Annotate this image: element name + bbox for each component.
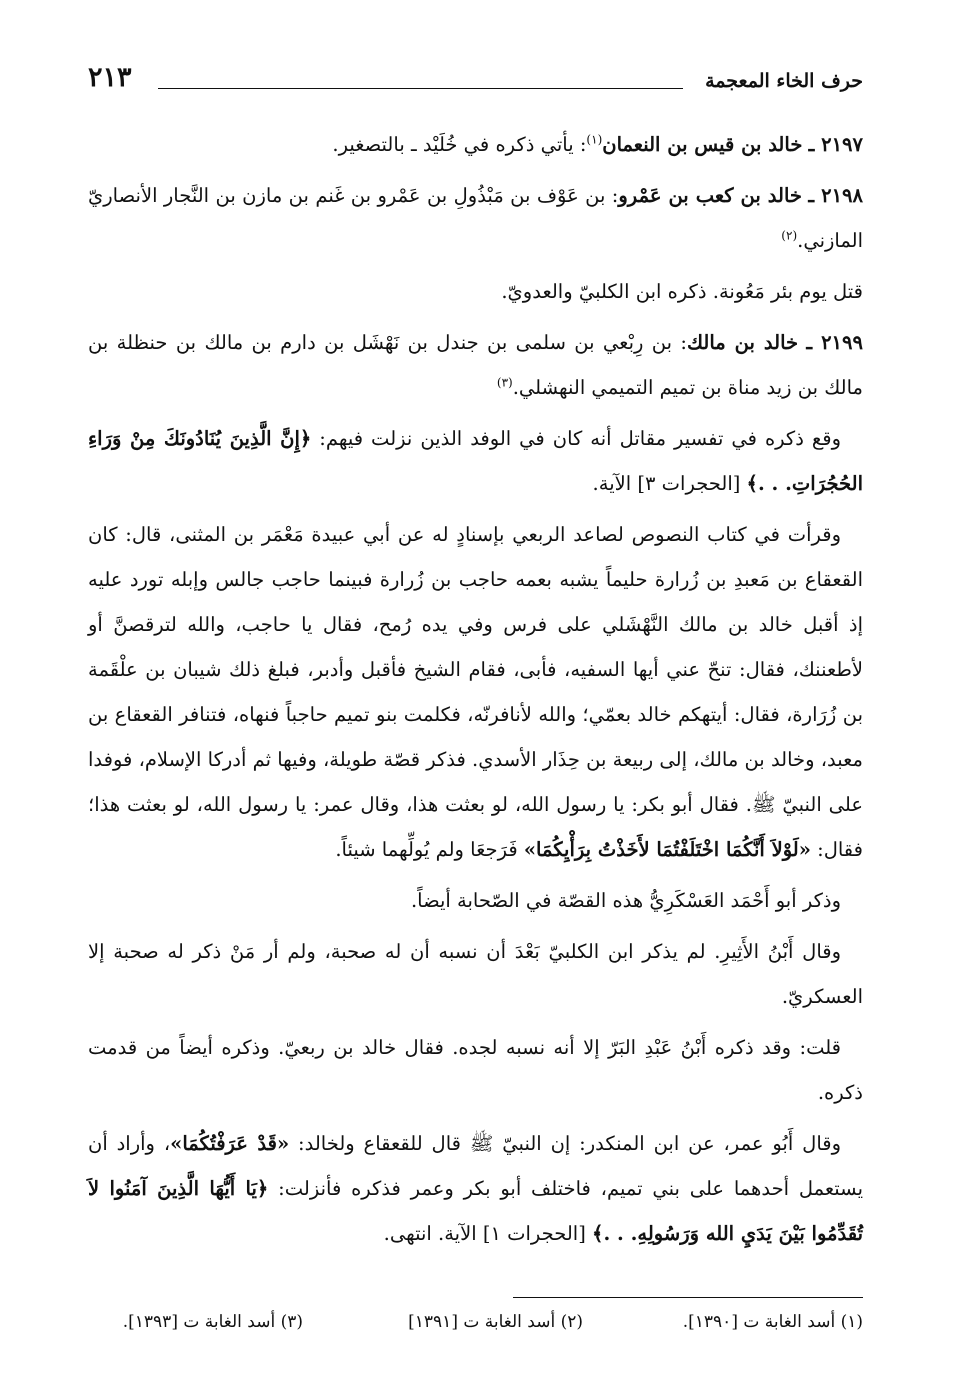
footnotes	[88, 1312, 863, 1342]
paragraph-text: وذكر أبو أَحْمَد العَسْكَرِيُّ هذه القصّة في الصّحابة أيضاً.	[410, 889, 841, 912]
entry-name: خالد بن مالك	[686, 331, 799, 354]
entry-2197	[88, 122, 863, 167]
footnote-3: (٣) أسد الغابة ت [١٣٩٣].	[122, 1312, 303, 1332]
entry-text: قتل يوم بئر مَعُونة. ذكره ابن الكلبيّ والعدويّ.	[501, 280, 863, 303]
entry-2198	[88, 173, 863, 263]
paragraph-text: وقع ذكره في تفسير مقاتل أنه كان في الوفد الذين نزلت فيهم:	[311, 427, 841, 450]
entry-number: ٢١٩٧ ـ	[808, 133, 863, 156]
running-title: حرف الخاء المعجمة	[705, 70, 863, 92]
entry-text: : يأتي ذكره في خُلَيْد ـ بالتصغير.	[332, 133, 587, 156]
paragraph-abu-umar	[88, 1121, 863, 1256]
paragraph-text: وقال أَبْنُ الأَثِيرِ. لم يذكر ابن الكلبيّ بَعْدَ أن نسبه أن له صحبة، ولم أر مَنْ ذكر له صحبة إلا العسكريّ.	[88, 940, 863, 1008]
hadith-quote: «قَدْ عَرَفْتُكُمَا»	[170, 1132, 290, 1155]
paragraph-text: [الحجرات ٣] الآية.	[592, 472, 747, 495]
footnote-ref: (٢)	[781, 228, 798, 243]
paragraph-text: قلت: وقد ذكره أَبْنُ عَبْدِ البَرّ إلا أنه نسبه لجده. فقال خالد بن ربعيّ. وذكره أيضاً من قدمت ذكره.	[88, 1036, 863, 1104]
entry-text: : بن رِبْعي بن سلمى بن جندل بن نَهْشَل بن دارم بن مالك بن حنظلة بن مالك بن زيد مناة بن تميم التميمي النهشلي.	[88, 331, 863, 399]
hadith-quote: «لَوْلاَ أَنَّكُمَا اخْتَلَفْتُمَا لأَخَذْتُ بِرَأْيِكُمَا»	[523, 838, 811, 861]
entry-number: ٢١٩٨ ـ	[808, 184, 863, 207]
paragraph-text: فَرَجعَا ولم يُولِّهما شيئاً.	[335, 838, 524, 861]
entry-2199	[88, 320, 863, 410]
paragraph-text: وقرأت في كتاب النصوص لصاعد الربعي بإسنادٍ له عن أبي عبيدة مَعْمَر بن المثنى، قال: كان القعقاع بن مَعبدِ بن زُرارة حليماً يشبه بعمه حاجب بن زُرارة فبينما حاجب جالس وإبله تورد عليه إذ أقبل خالد بن مالك النَّهْشَلي على فرس وفي يده رُمح، فقال يا حاجب، والله لترقصنَّ أو لأطعننك، فقال: تنحّ عني أيها السفيه، فأبى، فقام الشيخ فأقبل وأدبر، فبلغ ذلك شيبان بن علْقَمة بن زُرَارة، فقال: أيتهكم خالد بعمّي؛ والله لأنافرنّه، فكلمت بنو تميم حاجباً فنهاه، فتنافر القعقاع بن معبد، وخالد بن مالك، إلى ربيعة بن حِذَار الأسدي. فذكر قصّة طويلة، وفيها ثم أدركا الإسلام، فوفدا على النبيّ ﷺ. فقال أبو بكر: يا رسول الله، لو بعثت هذا، وقال عمر: يا رسول الله، لو بعثت هذا؛ فقال:	[88, 523, 864, 861]
paragraph-tafsir	[88, 416, 863, 506]
header-rule	[158, 88, 683, 89]
footnote-ref: (١)	[586, 132, 603, 147]
entry-2198-note	[88, 269, 863, 314]
paragraph-text: وقال أَبُو عمر، عن ابن المنكدر: إن النبيّ ﷺ قال للقعقاع ولخالد:	[289, 1132, 842, 1155]
footnote-1: (١) أسد الغابة ت [١٣٩٠].	[682, 1312, 863, 1332]
quran-verse: ﴿إِنَّ الَّذِينَ يُنَادُونَكَ مِنْ وَرَاءِ الحُجُرَاتِ. . .﴾	[88, 427, 863, 495]
entry-number: ٢١٩٩ ـ	[806, 331, 863, 354]
paragraph-text: [الحجرات ١] الآية. انتهى.	[383, 1222, 593, 1245]
entry-name: خالد بن كعب بن عَمْرو	[618, 184, 802, 207]
paragraph-ibn-abd-al-barr	[88, 1025, 863, 1115]
footnote-divider	[513, 1297, 863, 1298]
paragraph-story	[88, 512, 863, 872]
entry-name: خالد بن قيس بن النعمان	[602, 133, 803, 156]
page-number: ٢١٣	[88, 62, 132, 93]
paragraph-askari	[88, 878, 863, 923]
paragraph-ibn-athir	[88, 929, 863, 1019]
footnote-2: (٢) أسد الغابة ت [١٣٩١]	[408, 1312, 583, 1332]
paragraph-text: ، وأراد أن يستعمل أحدهما على بني تميم، فاختلف أبو بكر وعمر فذكره فأنزلت:	[88, 1132, 863, 1200]
page-header	[88, 62, 863, 102]
main-text	[88, 122, 863, 1262]
entry-text: : بن عَوْف بن مَبْذُولِ بن عَمْرو بن غَنم بن مازن بن النَّجار الأنصاريّ المازني.	[88, 184, 863, 252]
footnote-ref: (٣)	[496, 375, 513, 390]
quran-verse: ﴿يَا أَيُّهَا الَّذِينَ آمَنُوا لاَ تُقَدِّمُوا بَيْنَ يَدَيِ الله وَرَسُولِهِ. . .﴾	[88, 1177, 863, 1245]
